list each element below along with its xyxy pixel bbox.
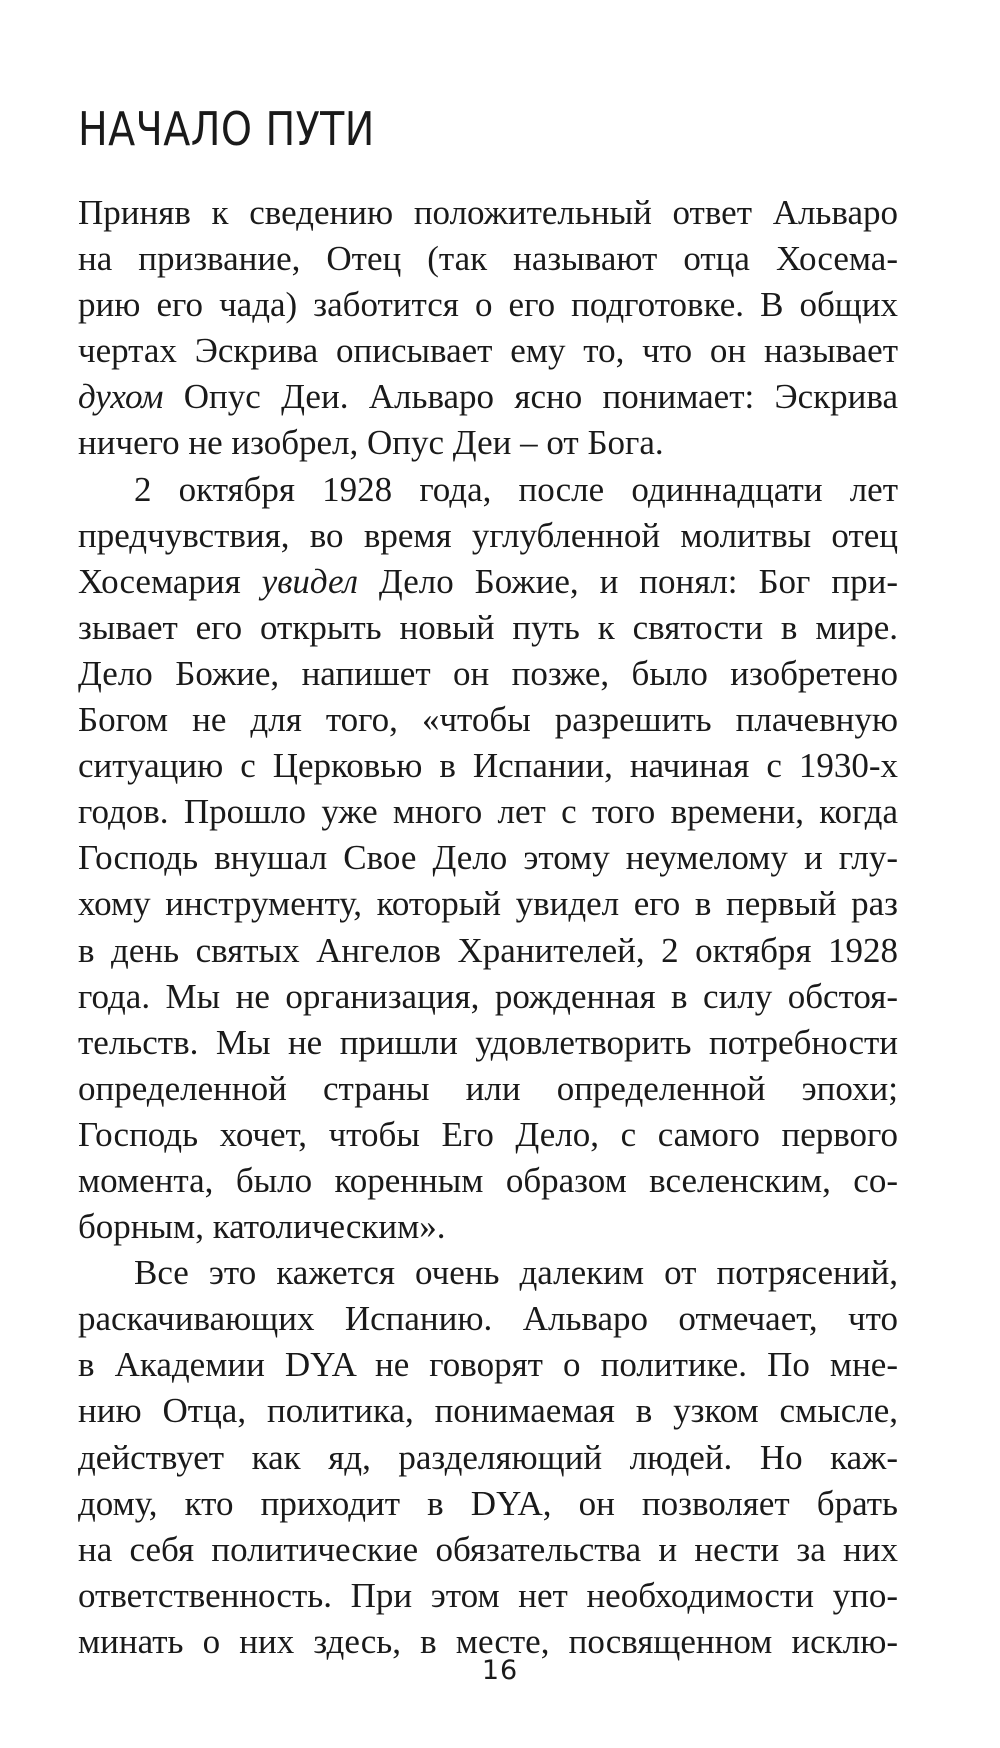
text-line: Богом не для того, «чтобы разрешить плачевную <box>78 700 898 740</box>
text-line: годов. Прошло уже много лет с того времени, когда <box>78 792 898 832</box>
text-line: Дело Божие, напишет он позже, было изобретено <box>78 653 898 693</box>
text-line: на себя политические обязательства и нести за них <box>78 1529 898 1569</box>
text-line: рию его чада) заботится о его подготовке. В общих <box>78 285 898 325</box>
text-line: борным, католическим». <box>78 1207 446 1247</box>
text-line: действует как яд, разделяющий людей. Но каж- <box>78 1437 898 1477</box>
text-line: раскачивающих Испанию. Альваро отмечает, что <box>78 1299 898 1339</box>
text-line: хому инструменту, который увидел его в первый раз <box>78 884 898 924</box>
text-line: тельств. Мы не пришли удовлетворить потребности <box>78 1022 898 1062</box>
text-line: ничего не изобрел, Опус Деи – от Бога. <box>78 423 664 463</box>
text-line: Господь внушал Свое Дело этому неумелому и глу- <box>78 838 898 878</box>
text-line: ответственность. При этом нет необходимости упо- <box>78 1575 898 1615</box>
text-line: ситуацию с Церковью в Испании, начиная с 1930-х <box>78 746 898 786</box>
paragraph-first-line: 2 октября 1928 года, после одиннадцати лет <box>134 469 898 509</box>
text-line <box>78 374 898 420</box>
text-line: в Академии DYA не говорят о политике. По мне- <box>78 1345 898 1385</box>
page-number: 16 <box>481 1655 519 1686</box>
paragraph-first-line: Все это кажется очень далеким от потрясений, <box>134 1253 898 1293</box>
text-line: Приняв к сведению положительный ответ Альваро <box>78 193 898 232</box>
text-line: момента, было коренным образом вселенским, со- <box>78 1160 898 1200</box>
text-line: зывает его открыть новый путь к святости в мире. <box>78 607 898 647</box>
text-fragment: Опус Деи. Альваро ясно понимает: Эскрива <box>163 377 898 417</box>
body-text <box>78 190 898 1665</box>
text-line: нию Отца, политика, понимаемая в узком смысле, <box>78 1391 898 1431</box>
text-line: на призвание, Отец (так называют отца Хосема- <box>78 239 898 279</box>
text-fragment: Хосемария <box>78 561 262 601</box>
text-line: минать о них здесь, в месте, посвященном исклю- <box>78 1621 898 1661</box>
text-line: года. Мы не организация, рожденная в силу обстоя- <box>78 976 898 1016</box>
text-fragment: Дело Божие, и понял: Бог при- <box>357 561 898 601</box>
text-line: чертах Эскрива описывает ему то, что он называет <box>78 331 898 371</box>
italic-word: увидел <box>261 561 358 601</box>
chapter-title: НАЧАЛО ПУТИ <box>78 102 375 156</box>
italic-word: духом <box>78 377 164 417</box>
text-line: определенной страны или определенной эпохи; <box>78 1068 898 1108</box>
text-line: в день святых Ангелов Хранителей, 2 октября 1928 <box>78 930 898 970</box>
text-line: Господь хочет, чтобы Его Дело, с самого первого <box>78 1114 898 1154</box>
text-line <box>78 559 898 605</box>
text-line: дому, кто приходит в DYA, он позволяет брать <box>78 1483 898 1523</box>
text-line: предчувствия, во время углубленной молитвы отец <box>78 515 898 555</box>
